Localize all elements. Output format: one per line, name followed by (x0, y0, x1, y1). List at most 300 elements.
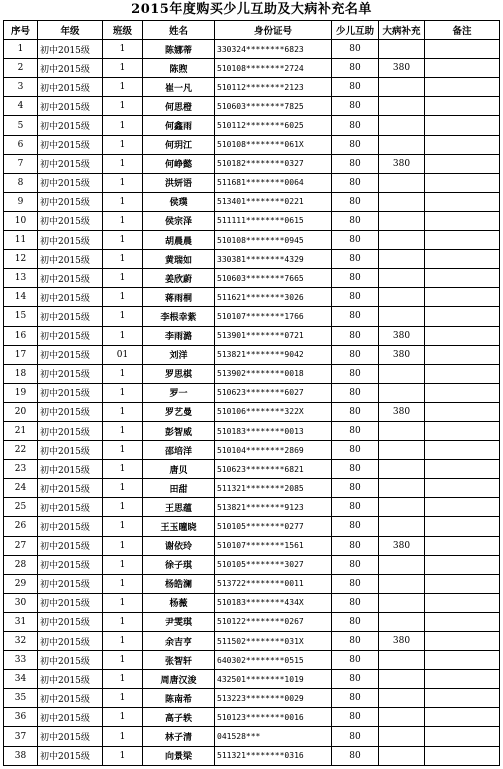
cell-notes (425, 383, 500, 402)
cell-id-number: 510112********2123 (215, 78, 332, 97)
cell-name: 陈南希 (143, 689, 215, 708)
cell-name: 谢依玲 (143, 536, 215, 555)
cell-name: 黄瑞如 (143, 250, 215, 269)
cell-index: 31 (4, 612, 38, 631)
cell-grade: 初中2015级 (38, 288, 103, 307)
col-header-id-number: 身份证号 (215, 21, 332, 40)
cell-class: 1 (103, 727, 143, 746)
cell-id-number: 510623********6821 (215, 460, 332, 479)
cell-notes (425, 421, 500, 440)
cell-critical-illness (379, 727, 425, 746)
cell-id-number: 511321********0316 (215, 746, 332, 765)
cell-class: 1 (103, 555, 143, 574)
cell-name: 林子清 (143, 727, 215, 746)
col-header-class: 班级 (103, 21, 143, 40)
table-row (4, 116, 500, 135)
cell-notes (425, 689, 500, 708)
table-row (4, 192, 500, 211)
table-row (4, 231, 500, 250)
cell-child-mutual-aid: 80 (332, 211, 379, 230)
cell-index: 6 (4, 135, 38, 154)
cell-class: 1 (103, 517, 143, 536)
cell-notes (425, 612, 500, 631)
cell-name: 蒋雨桐 (143, 288, 215, 307)
cell-child-mutual-aid: 80 (332, 651, 379, 670)
cell-grade: 初中2015级 (38, 651, 103, 670)
table-row (4, 173, 500, 192)
cell-grade: 初中2015级 (38, 612, 103, 631)
cell-critical-illness: 380 (379, 59, 425, 78)
col-header-grade: 年级 (38, 21, 103, 40)
cell-id-number: 640302********0515 (215, 651, 332, 670)
cell-name: 胡晨晨 (143, 231, 215, 250)
cell-child-mutual-aid: 80 (332, 173, 379, 192)
cell-id-number: 510123********0016 (215, 708, 332, 727)
cell-critical-illness: 380 (379, 154, 425, 173)
cell-index: 30 (4, 593, 38, 612)
cell-grade: 初中2015级 (38, 708, 103, 727)
cell-index: 32 (4, 632, 38, 651)
cell-id-number: 510112********6025 (215, 116, 332, 135)
cell-id-number: 513223********0029 (215, 689, 332, 708)
cell-child-mutual-aid: 80 (332, 78, 379, 97)
cell-grade: 初中2015级 (38, 40, 103, 59)
col-header-critical-illness: 大病补充 (379, 21, 425, 40)
cell-notes (425, 78, 500, 97)
cell-child-mutual-aid: 80 (332, 364, 379, 383)
cell-index: 20 (4, 402, 38, 421)
table-row (4, 78, 500, 97)
table-row (4, 441, 500, 460)
cell-child-mutual-aid: 80 (332, 383, 379, 402)
cell-name: 陈娜蒂 (143, 40, 215, 59)
table-row (4, 536, 500, 555)
cell-notes (425, 479, 500, 498)
cell-class: 1 (103, 746, 143, 765)
cell-child-mutual-aid: 80 (332, 421, 379, 440)
cell-grade: 初中2015级 (38, 498, 103, 517)
cell-child-mutual-aid: 80 (332, 345, 379, 364)
cell-critical-illness (379, 689, 425, 708)
cell-id-number: 511111********0615 (215, 211, 332, 230)
cell-grade: 初中2015级 (38, 250, 103, 269)
cell-child-mutual-aid: 80 (332, 154, 379, 173)
cell-child-mutual-aid: 80 (332, 116, 379, 135)
cell-grade: 初中2015级 (38, 536, 103, 555)
cell-child-mutual-aid: 80 (332, 59, 379, 78)
cell-name: 尹雯琪 (143, 612, 215, 631)
cell-notes (425, 536, 500, 555)
table-row (4, 288, 500, 307)
cell-index: 5 (4, 116, 38, 135)
cell-id-number: 432501********1019 (215, 670, 332, 689)
cell-name: 王玉曈晓 (143, 517, 215, 536)
cell-class: 1 (103, 173, 143, 192)
table-row (4, 632, 500, 651)
cell-notes (425, 517, 500, 536)
cell-name: 侯宗泽 (143, 211, 215, 230)
cell-name: 何峥懿 (143, 154, 215, 173)
cell-id-number: 510108********061X (215, 135, 332, 154)
cell-class: 1 (103, 59, 143, 78)
cell-critical-illness (379, 708, 425, 727)
cell-class: 1 (103, 231, 143, 250)
cell-grade: 初中2015级 (38, 364, 103, 383)
roster-table (3, 20, 500, 766)
cell-class: 1 (103, 498, 143, 517)
cell-class: 1 (103, 593, 143, 612)
cell-child-mutual-aid: 80 (332, 517, 379, 536)
cell-class: 1 (103, 383, 143, 402)
cell-id-number: 510105********3027 (215, 555, 332, 574)
cell-class: 1 (103, 632, 143, 651)
cell-child-mutual-aid: 80 (332, 689, 379, 708)
cell-critical-illness (379, 211, 425, 230)
col-header-child-mutual-aid: 少儿互助 (332, 21, 379, 40)
cell-name: 彭智威 (143, 421, 215, 440)
table-row (4, 135, 500, 154)
cell-class: 1 (103, 421, 143, 440)
cell-grade: 初中2015级 (38, 307, 103, 326)
cell-critical-illness (379, 78, 425, 97)
cell-grade: 初中2015级 (38, 154, 103, 173)
cell-notes (425, 746, 500, 765)
cell-critical-illness (379, 517, 425, 536)
cell-name: 田甜 (143, 479, 215, 498)
cell-id-number: 510108********0945 (215, 231, 332, 250)
cell-name: 徐子琪 (143, 555, 215, 574)
cell-id-number: 513821********9042 (215, 345, 332, 364)
cell-id-number: 510182********0327 (215, 154, 332, 173)
cell-child-mutual-aid: 80 (332, 441, 379, 460)
cell-id-number: 510106********322X (215, 402, 332, 421)
cell-index: 26 (4, 517, 38, 536)
cell-grade: 初中2015级 (38, 383, 103, 402)
cell-class: 01 (103, 345, 143, 364)
cell-index: 3 (4, 78, 38, 97)
cell-class: 1 (103, 670, 143, 689)
table-row (4, 708, 500, 727)
cell-notes (425, 708, 500, 727)
cell-index: 27 (4, 536, 38, 555)
cell-name: 李根幸紫 (143, 307, 215, 326)
cell-class: 1 (103, 269, 143, 288)
cell-index: 33 (4, 651, 38, 670)
cell-grade: 初中2015级 (38, 460, 103, 479)
table-row (4, 269, 500, 288)
table-row (4, 555, 500, 574)
cell-grade: 初中2015级 (38, 689, 103, 708)
cell-index: 34 (4, 670, 38, 689)
cell-class: 1 (103, 154, 143, 173)
cell-id-number: 513401********0221 (215, 192, 332, 211)
cell-notes (425, 593, 500, 612)
cell-index: 36 (4, 708, 38, 727)
cell-grade: 初中2015级 (38, 173, 103, 192)
cell-name: 何鑫雨 (143, 116, 215, 135)
cell-child-mutual-aid: 80 (332, 574, 379, 593)
cell-grade: 初中2015级 (38, 517, 103, 536)
cell-grade: 初中2015级 (38, 746, 103, 765)
cell-id-number: 510108********2724 (215, 59, 332, 78)
cell-name: 杨皓澜 (143, 574, 215, 593)
cell-class: 1 (103, 288, 143, 307)
cell-name: 陈煦 (143, 59, 215, 78)
table-row (4, 364, 500, 383)
cell-id-number: 513901********0721 (215, 326, 332, 345)
cell-grade: 初中2015级 (38, 441, 103, 460)
cell-critical-illness (379, 574, 425, 593)
cell-critical-illness (379, 479, 425, 498)
cell-grade: 初中2015级 (38, 211, 103, 230)
cell-id-number: 510107********1766 (215, 307, 332, 326)
cell-class: 1 (103, 574, 143, 593)
cell-notes (425, 402, 500, 421)
cell-index: 16 (4, 326, 38, 345)
cell-id-number: 510603********7665 (215, 269, 332, 288)
cell-class: 1 (103, 307, 143, 326)
cell-critical-illness: 380 (379, 402, 425, 421)
table-row (4, 689, 500, 708)
cell-id-number: 510603********7825 (215, 97, 332, 116)
cell-class: 1 (103, 441, 143, 460)
cell-grade: 初中2015级 (38, 593, 103, 612)
cell-child-mutual-aid: 80 (332, 479, 379, 498)
cell-notes (425, 211, 500, 230)
cell-notes (425, 460, 500, 479)
cell-critical-illness (379, 40, 425, 59)
cell-grade: 初中2015级 (38, 670, 103, 689)
table-row (4, 460, 500, 479)
cell-index: 10 (4, 211, 38, 230)
cell-name: 张智轩 (143, 651, 215, 670)
table-row (4, 479, 500, 498)
cell-critical-illness: 380 (379, 326, 425, 345)
cell-grade: 初中2015级 (38, 78, 103, 97)
cell-critical-illness (379, 116, 425, 135)
cell-notes (425, 173, 500, 192)
cell-grade: 初中2015级 (38, 97, 103, 116)
cell-class: 1 (103, 78, 143, 97)
cell-name: 洪妍语 (143, 173, 215, 192)
cell-critical-illness (379, 383, 425, 402)
cell-index: 37 (4, 727, 38, 746)
cell-child-mutual-aid: 80 (332, 250, 379, 269)
cell-notes (425, 632, 500, 651)
cell-child-mutual-aid: 80 (332, 670, 379, 689)
table-row (4, 727, 500, 746)
cell-index: 11 (4, 231, 38, 250)
cell-notes (425, 250, 500, 269)
cell-name: 崔一凡 (143, 78, 215, 97)
cell-child-mutual-aid: 80 (332, 231, 379, 250)
cell-grade: 初中2015级 (38, 231, 103, 250)
cell-grade: 初中2015级 (38, 727, 103, 746)
cell-class: 1 (103, 326, 143, 345)
table-row (4, 498, 500, 517)
table-row (4, 517, 500, 536)
cell-critical-illness (379, 97, 425, 116)
cell-notes (425, 307, 500, 326)
cell-index: 24 (4, 479, 38, 498)
cell-id-number: 510104********2869 (215, 441, 332, 460)
cell-child-mutual-aid: 80 (332, 460, 379, 479)
cell-index: 9 (4, 192, 38, 211)
cell-grade: 初中2015级 (38, 345, 103, 364)
cell-child-mutual-aid: 80 (332, 612, 379, 631)
cell-notes (425, 727, 500, 746)
cell-class: 1 (103, 116, 143, 135)
cell-child-mutual-aid: 80 (332, 192, 379, 211)
cell-class: 1 (103, 250, 143, 269)
table-row (4, 211, 500, 230)
cell-critical-illness (379, 651, 425, 670)
cell-notes (425, 288, 500, 307)
cell-grade: 初中2015级 (38, 135, 103, 154)
cell-notes (425, 364, 500, 383)
cell-critical-illness (379, 460, 425, 479)
table-row (4, 40, 500, 59)
cell-name: 罗艺曼 (143, 402, 215, 421)
cell-class: 1 (103, 612, 143, 631)
cell-critical-illness (379, 231, 425, 250)
col-header-index: 序号 (4, 21, 38, 40)
cell-grade: 初中2015级 (38, 632, 103, 651)
cell-name: 王思蕴 (143, 498, 215, 517)
table-row (4, 746, 500, 765)
cell-class: 1 (103, 192, 143, 211)
cell-child-mutual-aid: 80 (332, 708, 379, 727)
cell-critical-illness (379, 364, 425, 383)
cell-child-mutual-aid: 80 (332, 632, 379, 651)
cell-name: 刘洋 (143, 345, 215, 364)
cell-child-mutual-aid: 80 (332, 135, 379, 154)
cell-critical-illness: 380 (379, 345, 425, 364)
cell-child-mutual-aid: 80 (332, 593, 379, 612)
cell-notes (425, 40, 500, 59)
cell-critical-illness (379, 670, 425, 689)
cell-name: 姜欣蔚 (143, 269, 215, 288)
cell-index: 1 (4, 40, 38, 59)
cell-id-number: 330324********6823 (215, 40, 332, 59)
cell-child-mutual-aid: 80 (332, 727, 379, 746)
cell-notes (425, 651, 500, 670)
cell-critical-illness (379, 593, 425, 612)
table-row (4, 670, 500, 689)
cell-id-number: 513821********9123 (215, 498, 332, 517)
cell-notes (425, 441, 500, 460)
table-row (4, 593, 500, 612)
table-row (4, 97, 500, 116)
cell-critical-illness (379, 135, 425, 154)
cell-child-mutual-aid: 80 (332, 402, 379, 421)
cell-grade: 初中2015级 (38, 574, 103, 593)
cell-class: 1 (103, 479, 143, 498)
cell-grade: 初中2015级 (38, 59, 103, 78)
cell-id-number: 510183********0013 (215, 421, 332, 440)
cell-name: 罗思棋 (143, 364, 215, 383)
cell-child-mutual-aid: 80 (332, 40, 379, 59)
cell-index: 13 (4, 269, 38, 288)
cell-critical-illness (379, 421, 425, 440)
table-row (4, 383, 500, 402)
cell-index: 12 (4, 250, 38, 269)
cell-notes (425, 135, 500, 154)
cell-index: 18 (4, 364, 38, 383)
cell-index: 29 (4, 574, 38, 593)
cell-notes (425, 116, 500, 135)
cell-name: 邵培洋 (143, 441, 215, 460)
cell-class: 1 (103, 97, 143, 116)
cell-class: 1 (103, 651, 143, 670)
cell-notes (425, 231, 500, 250)
cell-grade: 初中2015级 (38, 192, 103, 211)
cell-index: 35 (4, 689, 38, 708)
cell-child-mutual-aid: 80 (332, 555, 379, 574)
cell-id-number: 510107********1561 (215, 536, 332, 555)
table-row (4, 345, 500, 364)
cell-notes (425, 574, 500, 593)
table-row (4, 326, 500, 345)
cell-critical-illness (379, 192, 425, 211)
table-row (4, 421, 500, 440)
col-header-name: 姓名 (143, 21, 215, 40)
cell-name: 余吉亨 (143, 632, 215, 651)
cell-id-number: 513902********0018 (215, 364, 332, 383)
cell-id-number: 510183********434X (215, 593, 332, 612)
cell-notes (425, 345, 500, 364)
cell-index: 17 (4, 345, 38, 364)
cell-index: 7 (4, 154, 38, 173)
cell-grade: 初中2015级 (38, 269, 103, 288)
cell-class: 1 (103, 708, 143, 727)
cell-name: 何思橙 (143, 97, 215, 116)
cell-grade: 初中2015级 (38, 402, 103, 421)
table-row (4, 574, 500, 593)
cell-grade: 初中2015级 (38, 116, 103, 135)
cell-name: 唐贝 (143, 460, 215, 479)
cell-class: 1 (103, 211, 143, 230)
cell-critical-illness: 380 (379, 536, 425, 555)
cell-grade: 初中2015级 (38, 421, 103, 440)
cell-index: 23 (4, 460, 38, 479)
cell-id-number: 511321********2085 (215, 479, 332, 498)
cell-name: 周唐汉浚 (143, 670, 215, 689)
cell-critical-illness (379, 288, 425, 307)
table-row (4, 402, 500, 421)
cell-index: 8 (4, 173, 38, 192)
cell-critical-illness (379, 173, 425, 192)
cell-id-number: 513722********0011 (215, 574, 332, 593)
cell-id-number: 510623********6027 (215, 383, 332, 402)
cell-child-mutual-aid: 80 (332, 288, 379, 307)
cell-notes (425, 326, 500, 345)
cell-id-number: 511502********031X (215, 632, 332, 651)
cell-index: 14 (4, 288, 38, 307)
cell-notes (425, 154, 500, 173)
cell-child-mutual-aid: 80 (332, 97, 379, 116)
cell-id-number: 510122********0267 (215, 612, 332, 631)
cell-notes (425, 97, 500, 116)
cell-class: 1 (103, 364, 143, 383)
cell-child-mutual-aid: 80 (332, 746, 379, 765)
page-title: 2015年度购买少儿互助及大病补充名单 (131, 2, 372, 17)
table-row (4, 154, 500, 173)
cell-notes (425, 498, 500, 517)
cell-class: 1 (103, 135, 143, 154)
cell-notes (425, 59, 500, 78)
cell-grade: 初中2015级 (38, 479, 103, 498)
